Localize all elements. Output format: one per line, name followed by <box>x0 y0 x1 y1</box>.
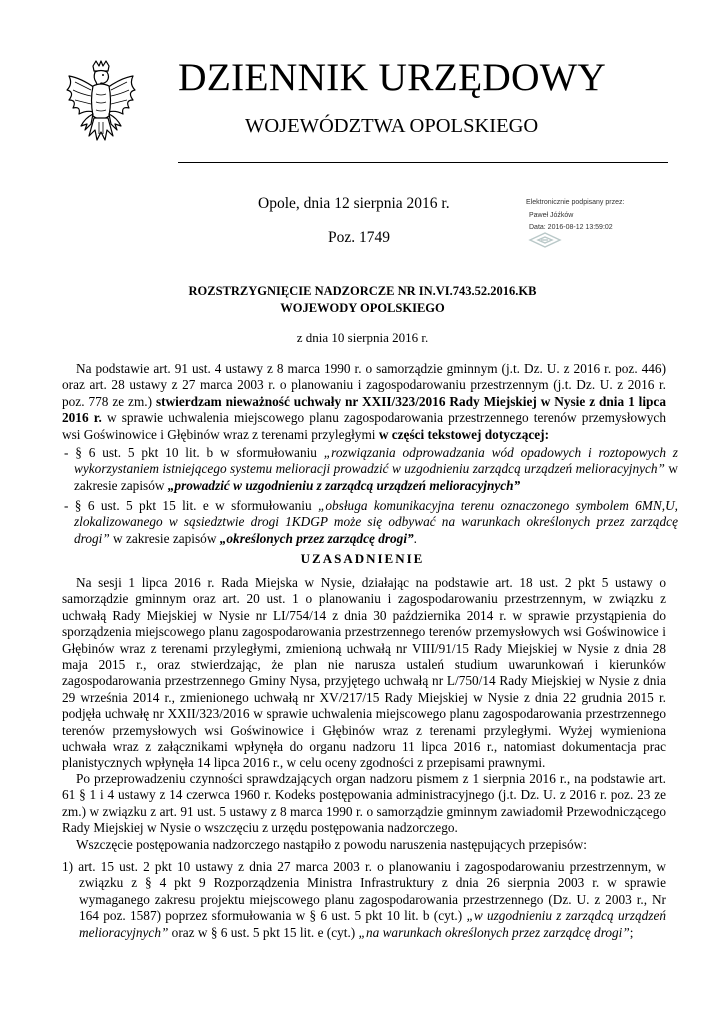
bullet-dash: - <box>64 498 69 513</box>
bullet-dash: - <box>64 445 69 460</box>
bullet-emphasis: „prowadzić w uzgodnieniu z zarządcą urządzeń melioracyjnych” <box>167 477 521 493</box>
item-number: 1) <box>62 859 74 874</box>
section-title: UZASADNIENIE <box>300 551 425 566</box>
bullet-text: § 6 ust. 5 pkt 15 lit. e w sformułowaniu <box>68 498 318 513</box>
intro-paragraph <box>62 361 666 443</box>
justification-paragraph-2: Po przeprowadzeniu czynności sprawdzających organ nadzoru pismem z 1 sierpnia 2016 r., na podstawie art. 61 § 1 i 4 ustawy z 14 czerwca 1960 r. Kodeks postępowania administracyjnego (j.t. Dz. U. z 2016 r. poz. 23 ze zm.) w związku z art. 91 ust. 5 ustawy z 8 marca 1990 r. o samorządzie gminnym zawiadomił Przewodniczącego Rady Miejskiej w Nysie o wszczęciu z urzędu postępowania nadzorczego. <box>62 771 666 836</box>
bullet-emphasis: „określonych przez zarządcę drogi” <box>219 530 414 546</box>
bullet-item-1 <box>62 445 678 494</box>
place-and-date: Opole, dnia 12 sierpnia 2016 r. <box>258 195 450 212</box>
position-number: Poz. 1749 <box>328 229 390 246</box>
heading-line-2: WOJEWODY OPOLSKIEGO <box>280 300 445 315</box>
bullet-text: § 6 ust. 5 pkt 10 lit. b w sformułowaniu <box>68 445 324 460</box>
heading-line-1: ROZSTRZYGNIĘCIE NADZORCZE NR IN.VI.743.52.2016.KB <box>188 284 537 298</box>
intro-bold-2: w części tekstowej dotyczącej: <box>378 426 550 442</box>
white-eagle-emblem-icon <box>63 60 139 152</box>
bullet-quote: „obsługa komunikacyjna terenu oznaczonego symbolem 6MN,U, zlokalizowanego w sąsiedztwie drogi 1KDGP może się odbywać na warunkach określonych przez zarządcę drogi” <box>74 498 679 546</box>
journal-title: DZIENNIK URZĘDOWY <box>178 55 606 99</box>
bullet-item-2 <box>62 498 678 547</box>
bullet-quote: „rozwiązania odprowadzania wód opadowych i roztopowych z wykorzystaniem istniejącego systemu melioracji prowadzić w uzgodnieniu zarządcą urządzeń melioracyjnych” <box>74 445 678 477</box>
document-date: z dnia 10 sierpnia 2016 r. <box>296 330 429 345</box>
item-quote: „w uzgodnieniu z zarządcą urządzeń melioracyjnych” <box>79 908 666 940</box>
bullet-text: w zakresie zapisów <box>109 530 220 546</box>
item-text: oraz w § 6 ust. 5 pkt 15 lit. e (cyt.) <box>168 924 359 940</box>
journal-subtitle: WOJEWÓDZTWA OPOLSKIEGO <box>245 115 539 137</box>
item-text: art. 15 ust. 2 pkt 10 ustawy z dnia 27 marca 2003 r. o planowaniu i zagospodarowaniu przestrzennym, w związku z § 4 pkt 9 Rozporządzenia Ministra Infrastruktury z dnia 26 sierpnia 2003 r. w sprawie wymaganego zakresu projektu miejscowego planu zagospodarowania przestrzennego (Dz. U. z 2003 r., Nr 164 poz. 1587) poprzez sformułowania w § 6 ust. 5 pkt 10 lit. b (cyt.) <box>73 859 666 924</box>
intro-text-1: Na podstawie art. 91 ust. 4 ustawy z 8 marca 1990 r. o samorządzie gminnym (j.t. Dz. U. z 2016 r. poz. 446) oraz art. 28 ustawy z 27 marca 2003 r. o planowaniu i zagospodarowaniu przestrzennym (j.t. Dz. U. z 2016 r. poz. 778 ze zm.) <box>62 361 666 409</box>
signature-name: Paweł Jóźków <box>529 211 574 219</box>
intro-bold-1: stwierdzam nieważność uchwały nr XXII/323/2016 Rady Miejskiej w Nysie z dnia 1 lipca 2016 r. <box>62 393 666 426</box>
intro-text-2: w sprawie uchwalenia miejscowego planu zagospodarowania przestrzennego terenów przemysłowych wsi Goświnowice i Głębinów wraz z terenami przyległymi <box>62 410 666 442</box>
header-divider <box>178 162 668 163</box>
item-text: ; <box>629 924 634 940</box>
signature-date: Data: 2016-08-12 13:59:02 <box>529 224 613 231</box>
signature-label: Elektronicznie podpisany przez: <box>526 199 625 206</box>
item-quote: „na warunkach określonych przez zarządcę drogi” <box>358 924 630 940</box>
bullet-text: . <box>413 530 417 546</box>
bullet-text: w zakresie zapisów <box>74 461 678 493</box>
justification-paragraph-1: Na sesji 1 lipca 2016 r. Rada Miejska w Nysie, działając na podstawie art. 18 ust. 2 pkt 5 ustawy o samorządzie gminnym oraz art. 20 ust. 1 o planowaniu i zagospodarowaniu przestrzennym, w związku z uchwałą Rady Miejskiej w Nysie nr LI/754/14 z dnia 30 października 2014 r. w sprawie przystąpienia do sporządzenia miejscowego planu zagospodarowania przestrzennego terenów przemysłowych wsi Goświnowice i Głębinów wraz z terenami przyległymi, zmienioną uchwałą nr VIII/91/15 Rady Miejskiej w Nysie z dnia 28 maja 2015 r., oraz stwierdzając, że plan nie narusza ustaleń studium uwarunkowań i kierunków zagospodarowania przestrzennego Gminy Nysa, przyjętego uchwałą nr L/750/14 Rady Miejskiej w Nysie z dnia 29 września 2014 r., zmienionego uchwałą nr XV/217/15 Rady Miejskiej w Nysie z dnia 22 grudnia 2015 r. podjęła uchwałę nr XXII/323/2016 w sprawie uchwalenia miejscowego planu zagospodarowania przestrzennego terenów przemysłowych wsi Goświnowice i Głębinów wraz z terenami przyległymi. Wyżej wymieniona uchwała wraz z załącznikami wpłynęła do organu nadzoru 11 lipca 2016 r., natomiast dokumentacja prac planistycznych wpłynęła 14 lipca 2016 r., w celu oceny zgodności z przepisami prawnymi. <box>62 575 666 771</box>
electronic-signature-block <box>526 197 624 235</box>
signature-stamp-icon <box>528 232 562 248</box>
justification-paragraph-3: Wszczęcie postępowania nadzorczego nastąpiło z powodu naruszenia następujących przepisów: <box>76 837 587 852</box>
document-heading <box>0 283 725 316</box>
numbered-item-1 <box>62 859 666 941</box>
